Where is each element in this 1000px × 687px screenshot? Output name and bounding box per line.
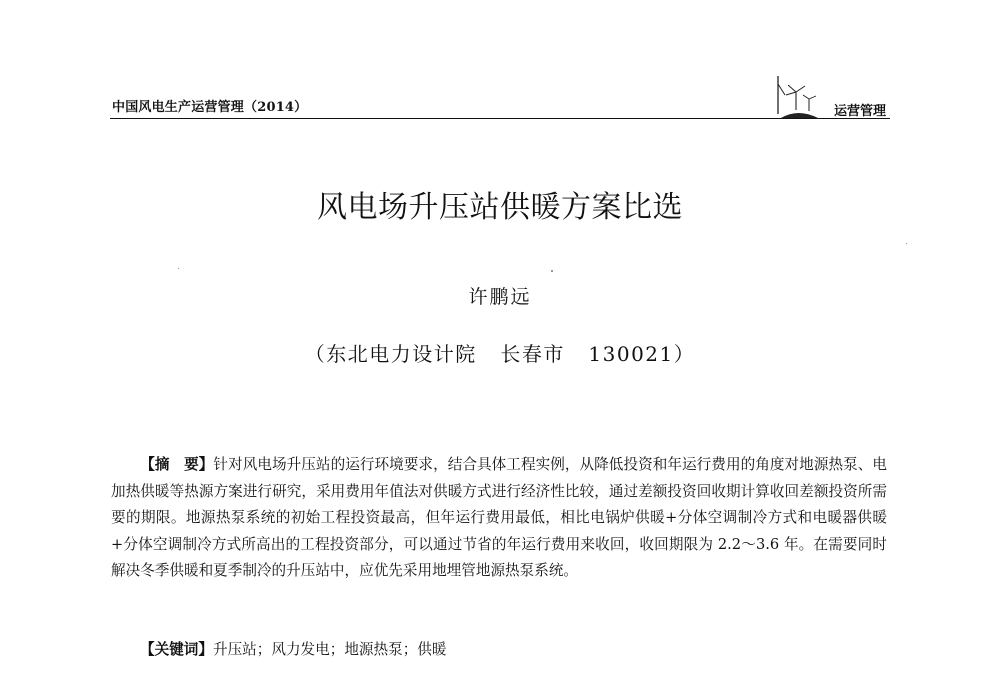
header-divider <box>110 118 890 119</box>
scan-speck <box>551 270 553 272</box>
keywords-label: 【关键词】 <box>140 641 213 658</box>
abstract-label: 【摘 要】 <box>140 456 214 473</box>
journal-header: 中国风电生产运营管理（2014） <box>112 100 308 115</box>
keywords-line <box>140 638 447 659</box>
scan-speck <box>906 243 907 244</box>
wind-turbine-icon <box>772 74 820 120</box>
abstract-paragraph <box>111 452 887 585</box>
scan-speck <box>178 268 179 269</box>
article-title: 风电场升压站供暖方案比选 <box>317 190 683 225</box>
author-affiliation: （东北电力设计院 长春市 130021） <box>304 342 696 366</box>
section-label: 运营管理 <box>833 104 886 119</box>
author-name: 许鹏远 <box>468 286 532 308</box>
abstract-text: 针对风电场升压站的运行环境要求，结合具体工程实例，从降低投资和年运行费用的角度对地源热泵、电加热供暖等热源方案进行研究，采用费用年值法对供暖方式进行经济性比较，通过差额投资回收期计算收回差额投资所需要的期限。地源热泵系统的初始工程投资最高，但年运行费用最低，相比电锅炉供暖+分体空调制冷方式和电暖器供暖+分体空调制冷方式所高出的工程投资部分，可以通过节省的年运行费用来收回，收回期限为 2.2～3.6 年。在需要同时解决冬季供暖和夏季制冷的升压站中，应优先采用地埋管地源热泵系统。 <box>111 456 887 579</box>
keywords-text: 升压站；风力发电；地源热泵；供暖 <box>212 641 447 658</box>
